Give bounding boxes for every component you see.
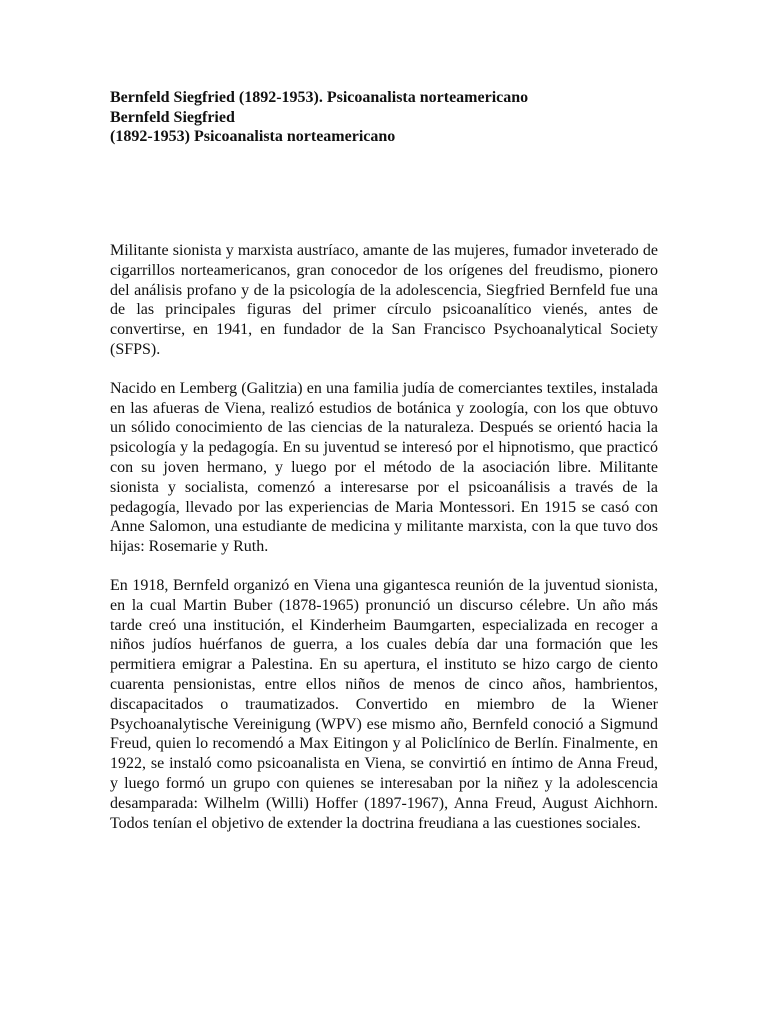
heading-dates-line: (1892-1953) Psicoanalista norteamericano [110,128,396,145]
paragraph-intro: Militante sionista y marxista austríaco, amante de las mujeres, fumador inveterado de cigarrillos norteamericanos, gran conocedor de los orígenes del freudismo, pionero del análisis profano y de la psicología de la adolescencia, Siegfried Bernfeld fue una de las principales figuras del primer círculo psicoanalítico vienés, antes de convertirse, en 1941, en fundador de la San Francisco Psychoanalytical Society (SFPS). [110,242,658,358]
document-body [110,241,658,852]
paragraph-early-life: Nacido en Lemberg (Galitzia) en una familia judía de comerciantes textiles, instalada en las afueras de Viena, realizó estudios de botánica y zoología, con los que obtuvo un sólido conocimiento de las ciencias de la naturaleza. Después se orientó hacia la psicología y la pedagogía. En su juventud se interesó por el hipnotismo, que practicó con su joven hermano, y luego por el método de la asociación libre. Militante sionista y socialista, comenzó a interesarse por el psicoanálisis a través de la pedagogía, llevado por las experiencias de Maria Montessori. En 1915 se casó con Anne Salomon, una estudiante de medicina y militante marxista, con la que tuvo dos hijas: Rosemarie y Ruth. [110,379,658,556]
heading-name-line: Bernfeld Siegfried [110,108,235,126]
document-heading [110,88,670,147]
paragraph-career: En 1918, Bernfeld organizó en Viena una gigantesca reunión de la juventud sionista, en la cual Martin Buber (1878-1965) pronunció un discurso célebre. Un año más tarde creó una institución, el Kinderheim Baumgarten, especializada en recoger a niños judíos huérfanos de guerra, a los cuales debía dar una formación que les permitiera emigrar a Palestina. En su apertura, el instituto se hizo cargo de ciento cuarenta pensionistas, entre ellos niños de menos de cinco años, hambrientos, discapacitados o traumatizados. Convertido en miembro de la Wiener Psychoanalytische Vereinigung (WPV) ese mismo año, Bernfeld conoció a Sigmund Freud, quien lo recomendó a Max Eitingon y al Policlínico de Berlín. Finalmente, en 1922, se instaló como psicoanalista en Viena, se convirtió en íntimo de Anna Freud, y luego formó un grupo con quienes se interesaban por la niñez y la adolescencia desamparada: Wilhelm (Willi) Hoffer (1897-1967), Anna Freud, August Aichhorn. Todos tenían el objetivo de extender la doctrina freudiana a las cuestiones sociales. [110,576,658,832]
heading-title-line: Bernfeld Siegfried (1892-1953). Psicoanalista norteamericano [110,89,529,106]
